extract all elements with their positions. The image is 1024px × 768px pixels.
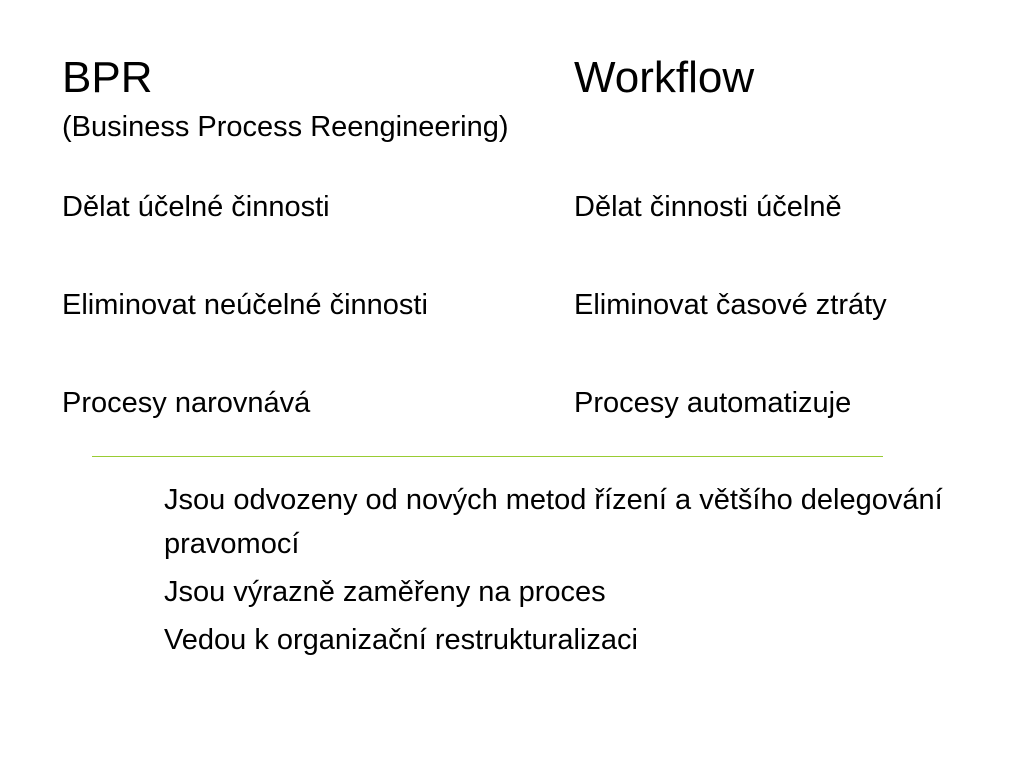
workflow-item-2: Eliminovat časové ztráty — [574, 289, 887, 321]
summary-list — [164, 478, 944, 666]
list-item: Jsou výrazně zaměřeny na proces — [164, 576, 606, 608]
bpr-item-1: Dělat účelné činnosti — [62, 191, 330, 223]
list-item: Vedou k organizační restrukturalizaci — [164, 624, 638, 656]
workflow-item-3: Procesy automatizuje — [574, 387, 852, 419]
workflow-heading: Workflow — [574, 53, 755, 102]
list-item: Jsou odvozeny od nových metod řízení a většího delegování pravomocí — [164, 484, 943, 560]
bpr-heading: BPR — [62, 53, 153, 102]
bpr-item-3: Procesy narovnává — [62, 387, 311, 419]
bpr-subtitle: (Business Process Reengineering) — [62, 111, 509, 143]
bpr-item-2: Eliminovat neúčelné činnosti — [62, 289, 428, 321]
workflow-item-1: Dělat činnosti účelně — [574, 191, 842, 223]
divider-line — [92, 456, 883, 457]
